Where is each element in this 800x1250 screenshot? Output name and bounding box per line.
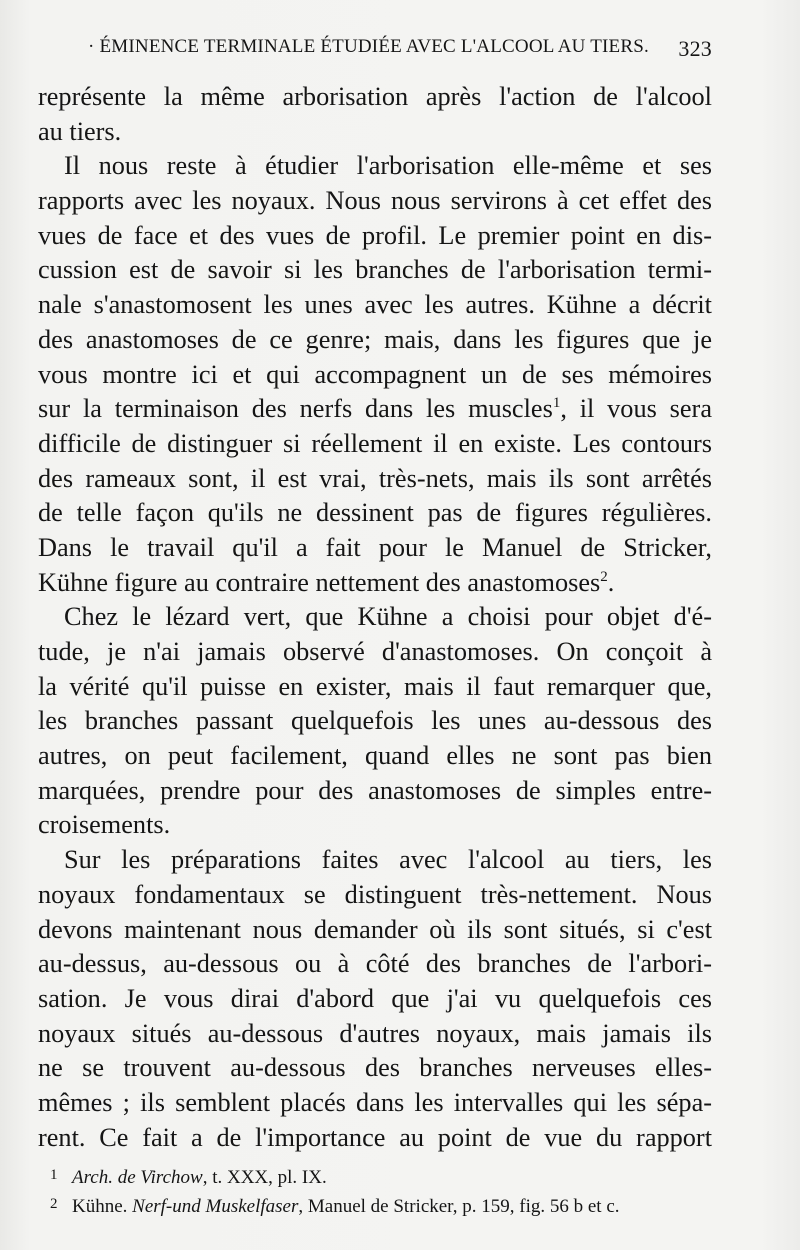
text-line: vues de face et des vues de profil. Le premier point en dis- [38,220,712,250]
text-line: devons maintenant nous demander où ils sont situés, si c'est [38,914,712,944]
text-line: noyaux situés au-dessous d'autres noyaux, mais jamais ils [38,1018,712,1048]
footnote-source-title: Nerf-und Muskelfaser [132,1196,299,1217]
footnote-mark: 1 [50,1167,58,1183]
text-line: tude, je n'ai jamais observé d'anastomoses. On conçoit à [38,637,712,666]
text-line: vous montre ici et qui accompagnent un de ses mémoires [38,359,712,389]
text-line: des anastomoses de ce genre; mais, dans les figures que je [38,324,712,354]
footnote-ref-2: 2 [600,568,608,585]
text-segment: sur la terminaison des nerfs dans les muscles [38,394,553,424]
footnote-detail: , t. XXX, pl. IX. [202,1167,327,1188]
text-line: des rameaux sont, il est vrai, très-nets, mais ils sont arrêtés [38,463,712,493]
text-line: rapports avec les noyaux. Nous nous servirons à cet effet des [38,186,712,216]
text-line: nale s'anastomosent les unes avec les autres. Kühne a décrit [38,290,712,320]
text-line: les branches passant quelquefois les unes au-dessous des [38,706,712,736]
text-line: cussion est de savoir si les branches de l'arborisation termi- [38,255,712,285]
text-line: représente la même arborisation après l'action de l'alcool [38,82,712,111]
text-line: autres, on peut facilement, quand elles ne sont pas bien [38,741,712,771]
text-line: au tiers. [38,116,122,146]
text-line-with-footnote-1 [38,392,712,427]
running-head-title: · ÉMINENCE TERMINALE ÉTUDIÉE AVEC L'ALCOOL AU TIERS. [88,36,649,57]
text-line: ne se trouvent au-dessous des branches nerveuses elles- [38,1053,712,1083]
paragraph-start-line: Sur les préparations faites avec l'alcool au tiers, les [64,845,712,875]
footnote-2 [50,1191,712,1220]
footnote-source-title: Arch. de Virchow [72,1167,203,1188]
text-line: au-dessus, au-dessous ou à côté des branches de l'arbori- [38,949,712,979]
text-line: mêmes ; ils semblent placés dans les intervalles qui les sépa- [38,1087,712,1117]
text-line: noyaux fondamentaux se distinguent très-nettement. Nous [38,879,712,909]
text-line: croisements. [38,810,171,840]
paragraph-start-line: Il nous reste à étudier l'arborisation elle-même et ses [64,151,712,181]
page-number: 323 [678,36,712,61]
text-segment: Kühne figure au contraire nettement des anastomoses [38,567,601,597]
text-line: marquées, prendre pour des anastomoses de simples entre- [38,775,712,805]
paragraph-start-line: Chez le lézard vert, que Kühne a choisi pour objet d'é- [64,602,712,632]
footnote-ref-1: 1 [552,395,561,412]
footnote-mark: 2 [50,1196,58,1212]
footnote-detail: , Manuel de Stricker, p. 159, fig. 56 b et c. [298,1196,620,1217]
footnote-author: Kühne. [72,1196,133,1217]
text-line: difficile de distinguer si réellement il en existe. Les contours [38,428,712,458]
text-line: Dans le travail qu'il a fait pour le Manuel de Stricker, [38,532,712,562]
text-segment: , il vous sera [560,394,712,424]
text-line: la vérité qu'il puisse en exister, mais il faut remarquer que, [38,671,712,701]
running-head [60,36,712,64]
text-line: de telle façon qu'ils ne dessinent pas de figures régulières. [38,498,712,528]
footnotes [50,1162,712,1220]
text-line: rent. Ce fait a de l'importance au point de vue du rapport [38,1122,712,1152]
text-line: sation. Je vous dirai d'abord que j'ai vu quelquefois ces [38,983,712,1013]
text-line-with-footnote-2: Kühne figure au contraire nettement des anastomoses$^2$. [38,567,615,597]
body-text [38,80,712,1155]
footnote-1 [50,1162,712,1191]
